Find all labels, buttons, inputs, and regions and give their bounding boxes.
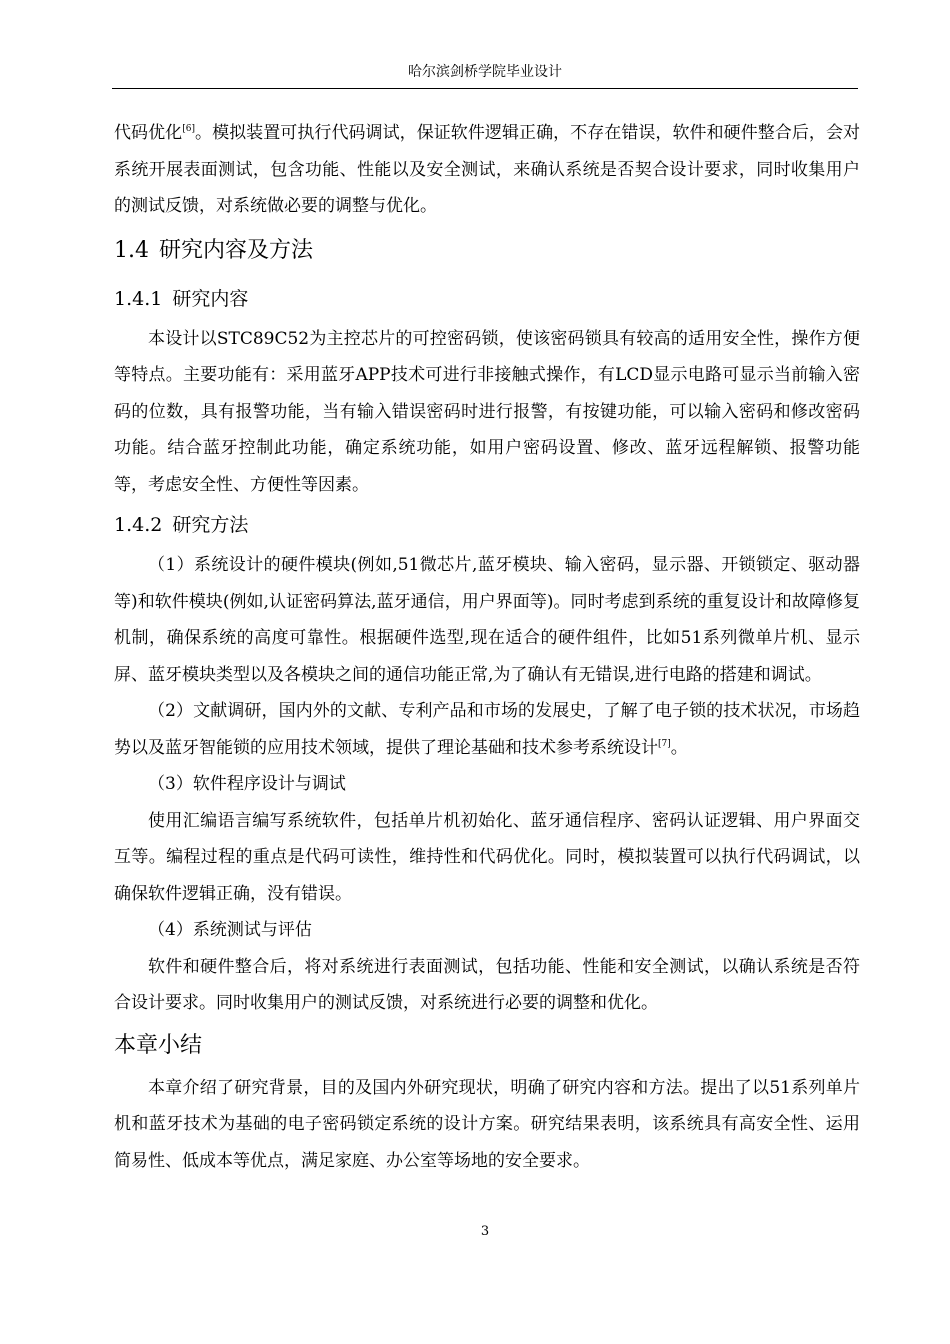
header-rule	[112, 88, 858, 89]
method-item-1: （1）系统设计的硬件模块(例如,51微芯片,蓝牙模块、输入密码，显示器、开锁锁定、驱动器等)和软件模块(例如,认证密码算法,蓝牙通信，用户界面等)。同时考虑到系统的重复设计和故障修复机制，确保系统的高度可靠性。根据硬件选型,现在适合的硬件组件，比如51系列微单片机、显示屏、蓝牙模块类型以及各模块之间的通信功能正常,为了确认有无错误,进行电路的搭建和调试。	[114, 555, 860, 685]
subsection-title: 研究内容	[172, 287, 249, 310]
method-item-3-body: 使用汇编语言编写系统软件，包括单片机初始化、蓝牙通信程序、密码认证逻辑、用户界面交互等。编程过程的重点是代码可读性，维持性和代码优化。同时，模拟装置可以执行代码调试，以确保软件逻辑正确，没有错误。	[114, 810, 860, 904]
method-item-4-body: 软件和硬件整合后，将对系统进行表面测试，包括功能、性能和安全测试，以确认系统是否符合设计要求。同时收集用户的测试反馈，对系统进行必要的调整和优化。	[114, 956, 860, 1013]
section-heading-1-4	[114, 225, 860, 277]
section-title: 研究内容及方法	[159, 237, 314, 263]
subsection-number: 1.4.1	[114, 287, 163, 310]
citation: [7]	[658, 738, 671, 749]
method-item-3-title: （3）软件程序设计与调试	[148, 774, 346, 794]
citation: [6]	[182, 124, 195, 134]
chapter-summary-heading: 本章小结	[114, 1032, 203, 1058]
method-item-4-title: （4）系统测试与评估	[148, 920, 312, 940]
item2-text: （2）文献调研，国内外的文献、专利产品和市场的发展史，了解了电子锁的技术状况，市场趋势以及蓝牙智能锁的应用技术领域，提供了理论基础和技术参考系统设计	[114, 701, 860, 758]
subsection-number: 1.4.2	[114, 514, 163, 536]
page-body	[114, 115, 860, 1179]
subsection-heading-1-4-1	[114, 277, 860, 321]
method-item-2	[114, 693, 860, 766]
research-content-paragraph: 本设计以STC89C52为主控芯片的可控密码锁，使该密码锁具有较高的适用安全性，操作方便等特点。主要功能有：采用蓝牙APP技术可进行非接触式操作，有LCD显示电路可显示当前输入密码的位数，具有报警功能，当有输入错误密码时进行报警，有按键功能，可以输入密码和修改密码功能。结合蓝牙控制此功能，确定系统功能，如用户密码设置、修改、蓝牙远程解锁、报警功能等，考虑安全性、方便性等因素。	[114, 328, 860, 495]
subsection-heading-1-4-2	[114, 503, 860, 547]
page-number: 3	[480, 1224, 490, 1239]
page-header: 哈尔滨剑桥学院毕业设计	[408, 64, 562, 80]
subsection-title: 研究方法	[172, 514, 249, 536]
item2-end: 。	[670, 737, 688, 758]
intro-text-a: 代码优化	[114, 123, 183, 143]
section-number: 1.4	[114, 237, 149, 263]
intro-paragraph	[114, 115, 860, 225]
intro-text-b: 。模拟装置可执行代码调试，保证软件逻辑正确，不存在错误，软件和硬件整合后，会对系统开展表面测试，包含功能、性能以及安全测试，来确认系统是否契合设计要求，同时收集用户的测试反馈，对系统做必要的调整与优化。	[114, 123, 861, 216]
summary-paragraph: 本章介绍了研究背景，目的及国内外研究现状，明确了研究内容和方法。提出了以51系列单片机和蓝牙技术为基础的电子密码锁定系统的设计方案。研究结果表明，该系统具有高安全性、运用简易性、低成本等优点，满足家庭、办公室等场地的安全要求。	[114, 1077, 860, 1171]
